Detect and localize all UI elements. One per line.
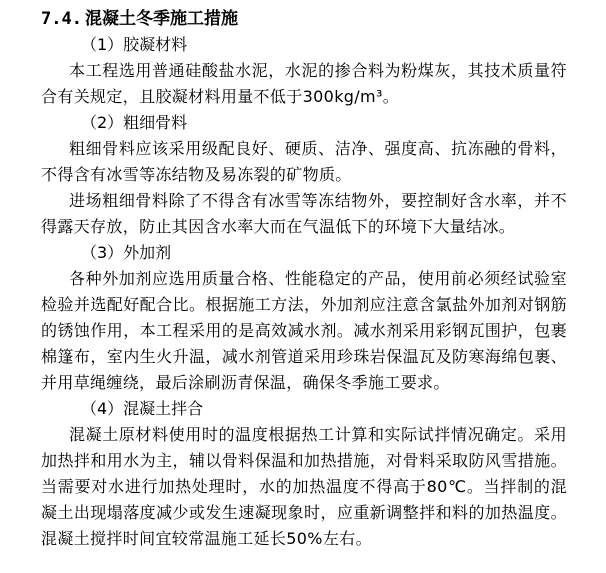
paragraph-binder-materials: 本工程选用普通硅酸盐水泥，水泥的掺合料为粉煤灰，其技术质量符合有关规定，且胶凝材料用量不低于300kg/m³。 xyxy=(41,61,567,106)
subsection-heading-3: （3）外加剂 xyxy=(81,243,172,262)
paragraph-aggregates-1: 粗细骨料应该采用级配良好、硬质、洁净、强度高、抗冻融的骨料，不得含有冰雪等冻结物及易冻裂的矿物质。 xyxy=(41,139,567,184)
subsection-heading-4: （4）混凝土拌合 xyxy=(81,399,204,418)
section-title: 混凝土冬季施工措施 xyxy=(85,9,238,29)
subsection-heading-2: （2）粗细骨料 xyxy=(81,113,188,132)
section-heading xyxy=(41,6,567,32)
paragraph-admixtures: 各种外加剂应选用质量合格、性能稳定的产品，使用前必须经试验室检验并选配好配合比。根据施工方法，外加剂应注意含氯盐外加剂对钢筋的锈蚀作用，本工程采用的是高效减水剂。减水剂采用彩钢瓦围护，包裹棉篷布，室内生火升温，减水剂管道采用珍珠岩保温瓦及防寒海绵包裹、并用草绳缠绕，最后涂刷沥青保温，确保冬季施工要求。 xyxy=(41,269,567,392)
subsection-heading-1: （1）胶凝材料 xyxy=(81,35,188,54)
paragraph-aggregates-2: 进场粗细骨料除了不得含有冰雪等冻结物外，要控制好含水率，并不得露天存放，防止其因含水率大而在气温低下的环境下大量结冰。 xyxy=(41,191,567,236)
section-number: 7.4. xyxy=(41,9,82,29)
document-page xyxy=(41,6,567,552)
paragraph-mixing: 混凝土原材料使用时的温度根据热工计算和实际试拌情况确定。采用加热拌和用水为主，辅以骨料保温和加热措施，对骨料采取防风雪措施。当需要对水进行加热处理时，水的加热温度不得高于80℃。当拌制的混凝土出现塌落度减少或发生速凝现象时，应重新调整拌和料的加热温度。混凝土搅拌时间宜较常温施工延长50%左右。 xyxy=(41,425,567,548)
